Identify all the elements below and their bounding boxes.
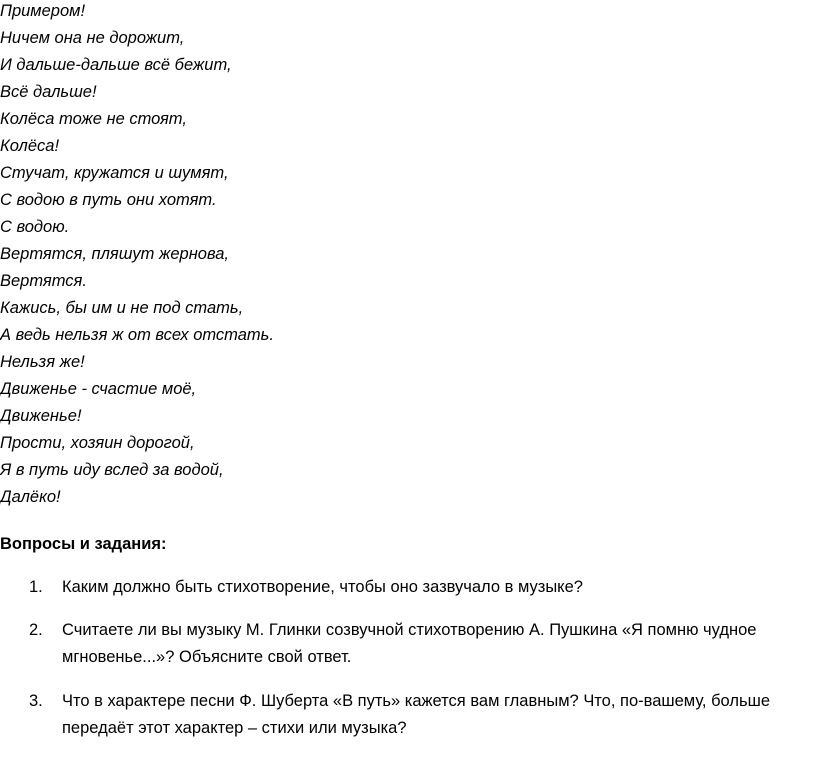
question-item xyxy=(0,574,816,601)
poem-line: И дальше-дальше всё бежит, xyxy=(0,56,232,74)
question-text: Считаете ли вы музыку М. Глинки созвучной стихотворению А. Пушкина «Я помню чудное мгновенье...»? Объясните свой ответ. xyxy=(62,621,757,666)
question-number: 2. xyxy=(29,621,43,639)
question-number: 1. xyxy=(29,578,43,596)
poem-text xyxy=(0,0,274,513)
poem-line: С водою. xyxy=(0,218,70,236)
poem-line: Всё дальше! xyxy=(0,83,97,101)
questions-heading: Вопросы и задания: xyxy=(0,535,167,553)
poem-line: С водою в путь они хотят. xyxy=(0,191,217,209)
poem-line: Нельзя же! xyxy=(0,353,85,371)
poem-line: А ведь нельзя ж от всех отстать. xyxy=(0,326,274,344)
question-text: Каким должно быть стихотворение, чтобы оно зазвучало в музыке? xyxy=(62,578,583,596)
poem-line: Движенье! xyxy=(0,407,82,425)
poem-line: Вертятся. xyxy=(0,272,87,290)
poem-line: Колёса! xyxy=(0,137,60,155)
poem-line: Движенье - счастие моё, xyxy=(0,380,197,398)
poem-line: Вертятся, пляшут жернова, xyxy=(0,245,229,263)
question-number: 3. xyxy=(29,692,43,710)
poem-line: Далёко! xyxy=(0,488,61,506)
poem-line: Я в путь иду вслед за водой, xyxy=(0,461,224,479)
poem-line: Примером! xyxy=(0,2,86,20)
question-text: Что в характере песни Ф. Шуберта «В путь» кажется вам главным? Что, по-вашему, больше передаёт этот характер – стихи или музыка? xyxy=(62,692,771,737)
poem-line: Прости, хозяин дорогой, xyxy=(0,434,195,452)
question-item xyxy=(0,617,816,671)
poem-line: Кажись, бы им и не под стать, xyxy=(0,299,244,317)
question-item xyxy=(0,688,816,742)
poem-line: Стучат, кружатся и шумят, xyxy=(0,164,229,182)
poem-line: Колёса тоже не стоят, xyxy=(0,110,187,128)
poem-line: Ничем она не дорожит, xyxy=(0,29,185,47)
